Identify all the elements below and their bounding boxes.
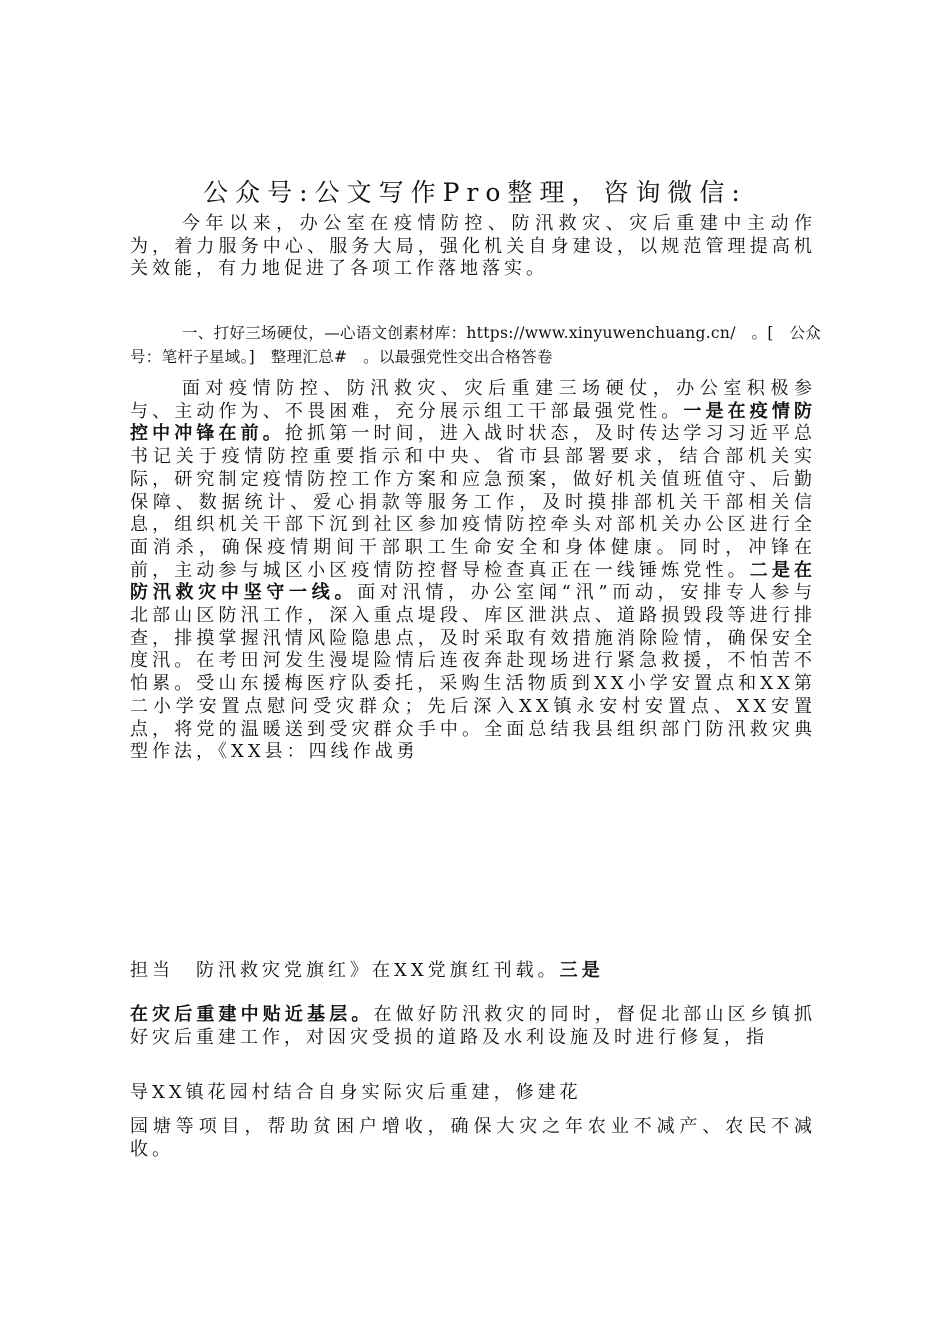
body-paragraph: 园塘等项目，帮助贫困户增收，确保大灾之年农业不减产、农民不减收。 [130, 1116, 816, 1160]
body-text: 面对汛情，办公室闻“汛”而动，安排专人参与北部山区防汛工作，深入重点堤段、库区泄洪点、道路损毁段等进行排查，排摸掌握汛情风险隐患点，及时采取有效措施消除险情，确保安全度汛。在考田河发生漫堤险情后连夜奔赴现场进行紧急救援，不怕苦不怕累。受山东援梅医疗队委托，采购生活物质到XX小学安置点和XX第二小学安置点慰问受灾群众；先后深入XX镇永安村安置点、XX安置点，将党的温暖送到受灾群众手中。全面总结我县组织部门防汛救灾典型作法，《XX县：四线作战勇 [130, 582, 817, 763]
body-line: 导XX镇花园村结合自身实际灾后重建，修建花 [130, 1082, 582, 1103]
bold-point-rebuild-start: 三是 [559, 960, 604, 981]
intro-paragraph: 今年以来，办公室在疫情防控、防汛救灾、灾后重建中主动作为，着力服务中心、服务大局，强化机关自身建设，以规范管理提高机关效能，有力地促进了各项工作落地落实。 [130, 213, 816, 280]
body-text: 在做好防汛救灾的同时，督促北部山区乡镇抓好灾后重建工作，对因灾受损的道路及水利设施及时进行修复，指 [130, 1004, 816, 1048]
body-paragraph [130, 1004, 816, 1049]
body-paragraph [130, 378, 816, 764]
document-title: 公众号:公文写作Pro整理，咨询微信: [203, 178, 747, 207]
body-text: 抢抓第一时间，进入战时状态，及时传达学习习近平总书记关于疫情防控重要指示和中央、省市县部署要求，结合部机关实际，研究制定疫情防控工作方案和应急预案，做好机关值班值守、后勤保障、数据统计、爱心捐款等服务工作，及时摸排部机关干部相关信息，组织机关干部下沉到社区参加疫情防控牵头对部机关办公区进行全面消杀，确保疫情期间干部职工生命安全和身体健康。同时，冲锋在前，主动参与城区小区疫情防控督导检查真正在一线锤炼党性。 [130, 423, 817, 581]
bold-point-rebuild: 在灾后重建中贴近基层。 [130, 1004, 374, 1025]
body-text: 面对疫情防控、防汛救灾、灾后重建三场硬仗，办公室积极参与、主动作为、不畏困难，充分展示组工干部最强党性。 [130, 378, 816, 422]
section-heading: 一、打好三场硬仗，—心语文创素材库：https://www.xinyuwenchuang.cn/ 。[ 公众号：笔杆子星域。] 整理汇总# 。以最强党性交出合格答卷 [130, 324, 822, 366]
bold-point-flood: 二是在防汛救灾中坚守一线。 [130, 559, 817, 604]
body-line [130, 960, 816, 983]
body-text: 担当 防汛救灾党旗红》在XX党旗红刊载。 [130, 960, 560, 981]
bold-point-epidemic: 一是在疫情防控中冲锋在前。 [130, 400, 817, 445]
